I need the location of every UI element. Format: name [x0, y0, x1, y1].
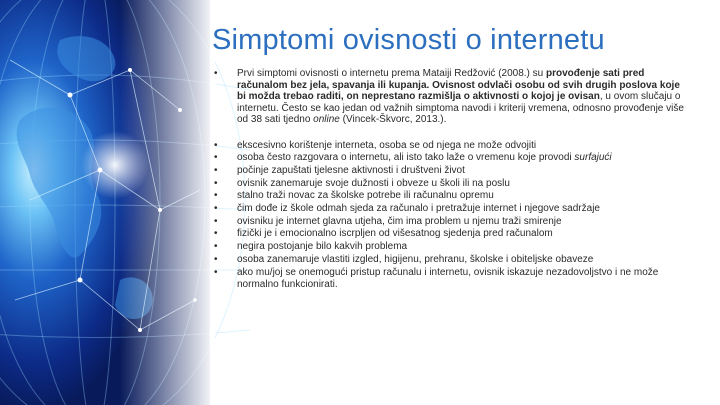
slide-title: Simptomi ovisnosti o internetu [212, 24, 605, 56]
intro-paragraph [212, 68, 690, 126]
symptom-list [212, 140, 690, 292]
slide-body [212, 68, 690, 292]
intro-italic-text: online [313, 114, 340, 125]
list-item: • negira postojanje bilo kakvih problema [212, 241, 690, 254]
list-item: • osoba zanemaruje vlastiti izgled, higijenu, prehranu, školske i obiteljske obaveze [212, 254, 690, 267]
list-item-italic: surfajući [574, 152, 612, 164]
list-item: • stalno traži novac za školske potrebe ili računalnu opremu [212, 190, 690, 203]
intro-bold-text: provođenje sati pred računalom bez jela, spavanja ili kupanja. Ovisnost odvlači osobu od svih drugih poslova koje bi možda trebao raditi, on neprestano razmišlja o aktivnosti o kojoj je ovisan [237, 68, 680, 102]
intro-text-2: , u ovom slučaju o internetu. Često se kao jedan od važnih simptoma navodi i kriterij vremena, odnosno provođenje više od 38 sati tjedno [237, 91, 684, 125]
list-item-text: osoba često razgovara o internetu, ali isto tako laže o vremenu koje provodi [237, 152, 572, 164]
list-item: • ovisnik zanemaruje svoje dužnosti i obveze u školi ili na poslu [212, 178, 690, 191]
intro-text-1: Prvi simptomi ovisnosti o internetu prema Mataiji Redžović (2008.) su [237, 68, 547, 79]
list-item: • počinje zapuštati tjelesne aktivnosti i društveni život [212, 165, 690, 178]
list-item: • fizički je i emocionalno iscrpljen od višesatnog sjedenja pred računalom [212, 228, 690, 241]
list-item: • ovisniku je internet glavna utjeha, čim ima problem u njemu traži smirenje [212, 216, 690, 229]
intro-text-3: (Vincek-Škvorc, 2013.). [339, 114, 447, 125]
list-item: • ekscesivno korištenje interneta, osoba se od njega ne može odvojiti [212, 140, 690, 153]
intro-list [212, 68, 690, 126]
list-item: • ako mu/joj se onemogući pristup računalu i internetu, ovisnik iskazuje nezadovoljstvo i ne može normalno funkcionirati. [212, 267, 690, 292]
list-item [212, 152, 690, 165]
list-item: • čim dođe iz škole odmah sjeda za računalo i pretražuje internet i njegove sadržaje [212, 203, 690, 216]
